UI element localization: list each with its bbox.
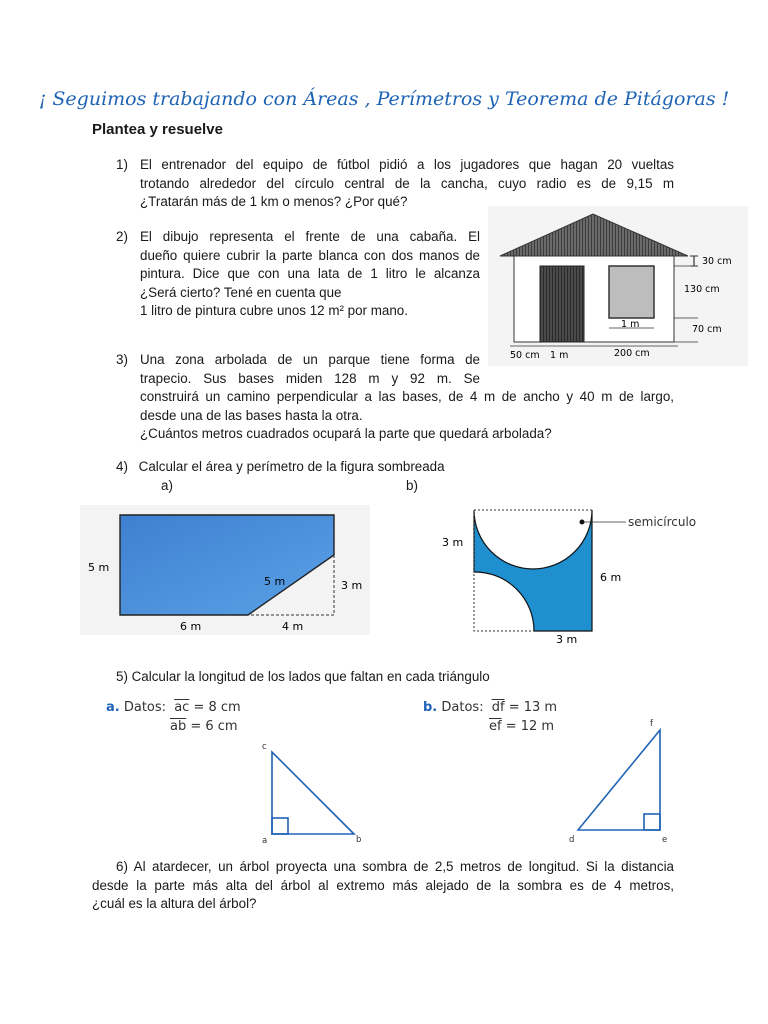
problem-line: construirá un camino perpendicular a las bases, de 4 m de ancho y 40 m de largo, bbox=[140, 389, 674, 404]
fig-a-bottom-4m: 4 m bbox=[282, 620, 304, 633]
figure-a bbox=[80, 505, 370, 635]
figure-a-label: a) bbox=[161, 478, 173, 493]
problem-3 bbox=[116, 351, 674, 444]
problem-line: dueño quiere cubrir la parte blanca con dos manos de bbox=[140, 247, 480, 263]
problem-number: 4) bbox=[116, 459, 128, 474]
tri-a-val2: = 6 cm bbox=[190, 719, 238, 734]
triangle-b bbox=[563, 712, 683, 848]
vertex-d: d bbox=[569, 835, 575, 845]
problem-number: 1) bbox=[116, 157, 128, 172]
section-subtitle: Plantea y resuelve bbox=[92, 121, 223, 138]
problem-line: desde una de las bases hasta la otra. bbox=[140, 407, 363, 423]
fig-a-right-3m: 3 m bbox=[341, 579, 363, 592]
cabin-dim-130: 130 cm bbox=[684, 284, 720, 295]
problem-line: 6) Al atardecer, un árbol proyecta una sombra de 2,5 metros de longitud. Si la distancia bbox=[116, 859, 674, 874]
fig-b-bottom-3m: 3 m bbox=[556, 633, 578, 646]
figure-b-label: b) bbox=[406, 478, 418, 493]
vertex-c: c bbox=[262, 742, 267, 752]
page-title: ¡ Seguimos trabajando con Áreas , Perímetros y Teorema de Pitágoras ! bbox=[38, 88, 730, 110]
tri-a-datos-2 bbox=[170, 719, 238, 734]
cabin-dim-200: 200 cm bbox=[614, 348, 650, 359]
cabin-window bbox=[609, 266, 654, 318]
tri-b-seg2: $\overline{ef}$ bbox=[489, 719, 502, 734]
problem-number: 2) bbox=[116, 229, 128, 244]
cabin-figure bbox=[488, 206, 748, 366]
problem-line: ¿cuál es la altura del árbol? bbox=[92, 896, 257, 911]
problem-2 bbox=[116, 228, 480, 321]
tri-b-datos-2 bbox=[489, 719, 554, 734]
tri-a-datos-label: Datos: bbox=[123, 700, 167, 715]
cabin-dim-30: 30 cm bbox=[702, 256, 732, 267]
cabin-dim-50: 50 cm bbox=[510, 350, 540, 361]
cabin-dim-door: 1 m bbox=[550, 350, 569, 361]
tri-b-seg1: $\overline{df}$ bbox=[491, 700, 505, 715]
vertex-b: b bbox=[356, 835, 362, 845]
problem-line: desde la parte más alta del árbol al extremo más alejado de la sombra es de 4 metros, bbox=[92, 877, 674, 893]
figure-b bbox=[436, 500, 736, 650]
vertex-e: e bbox=[662, 835, 668, 845]
shaded-region-b bbox=[474, 510, 592, 631]
fig-a-diag-5m: 5 m bbox=[264, 575, 286, 588]
tri-b-val2: = 12 m bbox=[505, 719, 555, 734]
problem-line: ¿Será cierto? Tené en cuenta que bbox=[140, 284, 342, 300]
tri-a-seg2: $\overline{ab}$ bbox=[170, 719, 187, 734]
tri-b-letter: b. bbox=[423, 700, 438, 715]
tri-b-datos bbox=[423, 700, 557, 715]
problem-line: ¿Cuántos metros cuadrados ocupará la parte que quedará arbolada? bbox=[140, 426, 552, 441]
tri-b-datos-label: Datos: bbox=[441, 700, 484, 715]
problem-line: ¿Tratarán más de 1 km o menos? ¿Por qué? bbox=[140, 194, 408, 209]
fig-b-right-6m: 6 m bbox=[600, 571, 622, 584]
problem-line: Una zona arbolada de un parque tiene forma de bbox=[140, 352, 480, 367]
problem-1 bbox=[116, 156, 674, 212]
problem-line: pintura. Dice que con una lata de 1 litro le alcanza bbox=[140, 266, 480, 281]
problem-6 bbox=[92, 858, 674, 914]
fig-b-left-3m: 3 m bbox=[442, 536, 464, 549]
problem-line: El dibujo representa el frente de una cabaña. El bbox=[140, 229, 480, 244]
tri-a-letter: a. bbox=[106, 700, 120, 715]
tri-a-seg1: $\overline{ac}$ bbox=[174, 700, 190, 715]
problem-line: trapecio. Sus bases miden 128 m y 92 m. Se bbox=[140, 370, 480, 386]
problem-line: Calcular el área y perímetro de la figura sombreada bbox=[138, 459, 445, 474]
cabin-dim-70: 70 cm bbox=[692, 324, 722, 335]
vertex-a: a bbox=[262, 836, 268, 846]
cabin-dim-window: 1 m bbox=[621, 319, 640, 330]
vertex-f: f bbox=[650, 719, 653, 729]
fig-a-bottom-6m: 6 m bbox=[180, 620, 202, 633]
triangle-a bbox=[255, 738, 375, 848]
problem-line: El entrenador del equipo de fútbol pidió a los jugadores que hagan 20 vueltas bbox=[140, 157, 674, 172]
problem-line: 1 litro de pintura cubre unos 12 m² por mano. bbox=[140, 303, 408, 318]
tri-a-val1: = 8 cm bbox=[193, 700, 241, 715]
cabin-door bbox=[540, 266, 584, 342]
problem-number: 3) bbox=[116, 352, 128, 367]
fig-a-left-5m: 5 m bbox=[88, 561, 110, 574]
tri-b-val1: = 13 m bbox=[508, 700, 558, 715]
problem-4 bbox=[116, 458, 445, 477]
problem-5: 5) Calcular la longitud de los lados que faltan en cada triángulo bbox=[116, 669, 490, 684]
fig-b-semicircle-label: semicírculo bbox=[628, 515, 697, 529]
problem-line: trotando alrededor del círculo central de la cancha, cuyo radio es de 9,15 m bbox=[140, 175, 674, 191]
tri-a-datos bbox=[106, 700, 241, 715]
